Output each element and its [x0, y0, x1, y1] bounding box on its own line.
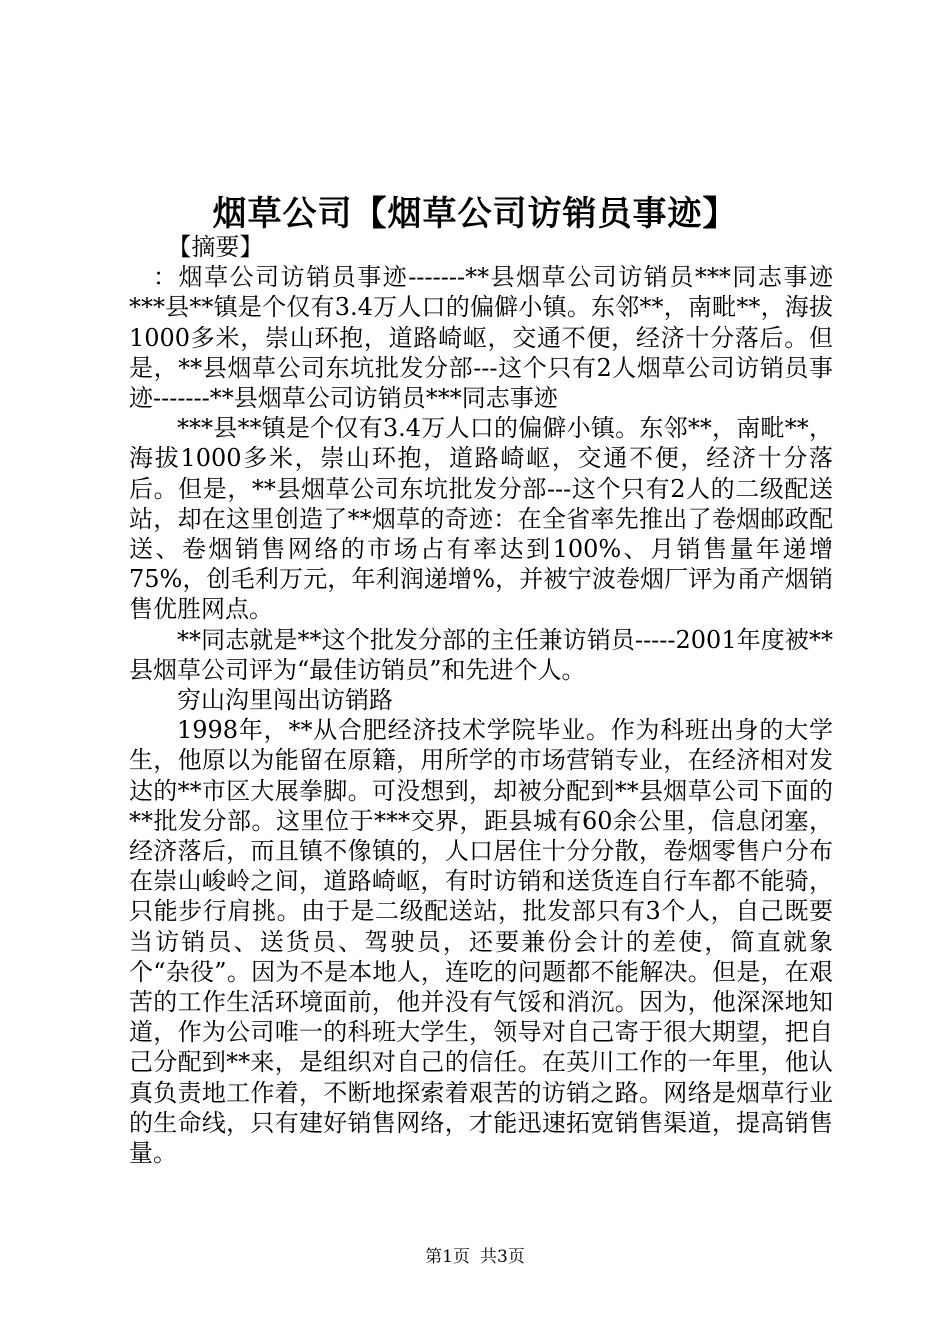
section-heading: 穷山沟里闯出访销路	[177, 686, 393, 715]
body-paragraph-2: **同志就是**这个批发分部的主任兼访销员-----2001年度被**县烟草公司评为“最佳访销员”和先进个人。	[129, 625, 833, 684]
body-paragraph-1: ***县**镇是个仅有3.4万人口的偏僻小镇。东邻**，南毗**，海拔1000多米，崇山环抱，道路崎岖，交通不便，经济十分落后。但是，**县烟草公司东坑批发分部---这个只有2人的二级配送站，却在这里创造了**烟草的奇迹：在全省率先推出了卷烟邮政配送、卷烟销售网络的市场占有率达到100%、月销售量年递增75%，创毛利万元，年利润递增%，并被宁波卷烟厂评为甬产烟销售优胜网点。	[129, 414, 833, 624]
body-paragraph-3: 1998年，**从合肥经济技术学院毕业。作为科班出身的大学生，他原以为能留在原籍，用所学的市场营销专业，在经济相对发达的**市区大展拳脚。可没想到，却被分配到**县烟草公司下面的**批发分部。这里位于***交界，距县城有60余公里，信息闭塞，经济落后，而且镇不像镇的，人口居住十分分散，卷烟零售户分布在崇山峻岭之间，道路崎岖，有时访销和送货连自行车都不能骑，只能步行肩挑。由于是二级配送站，批发部只有3个人，自己既要当访销员、送货员、驾驶员，还要兼份会计的差使，简直就象个“杂役”。因为不是本地人，连吃的问题都不能解决。但是，在艰苦的工作生活环境面前，他并没有气馁和消沉。因为，他深深地知道，作为公司唯一的科班大学生，领导对自己寄于很大期望，把自己分配到**来，是组织对自己的信任。在英川工作的一年里，他认真负责地工作着，不断地探索着艰苦的访销之路。网络是烟草行业的生命线，只有建好销售网络，才能迅速拓宽销售渠道，提高销售量。	[129, 716, 833, 1168]
page-footer	[0, 1242, 950, 1267]
abstract-label: 【摘要】	[167, 233, 264, 261]
page-number: 第1页	[425, 1247, 470, 1267]
document-title: 烟草公司【烟草公司访销员事迹】	[212, 194, 738, 234]
abstract-paragraph: ：烟草公司访销员事迹-------**县烟草公司访销员***同志事迹***县**镇是个仅有3.4万人口的偏僻小镇。东邻**，南毗**，海拔1000多米，崇山环抱，道路崎岖，交通不便，经济十分落后。但是，**县烟草公司东坑批发分部---这个只有2人烟草公司访销员事迹-------**县烟草公司访销员***同志事迹	[129, 263, 833, 413]
document-body	[129, 232, 833, 1168]
page-total: 共3页	[480, 1247, 525, 1267]
